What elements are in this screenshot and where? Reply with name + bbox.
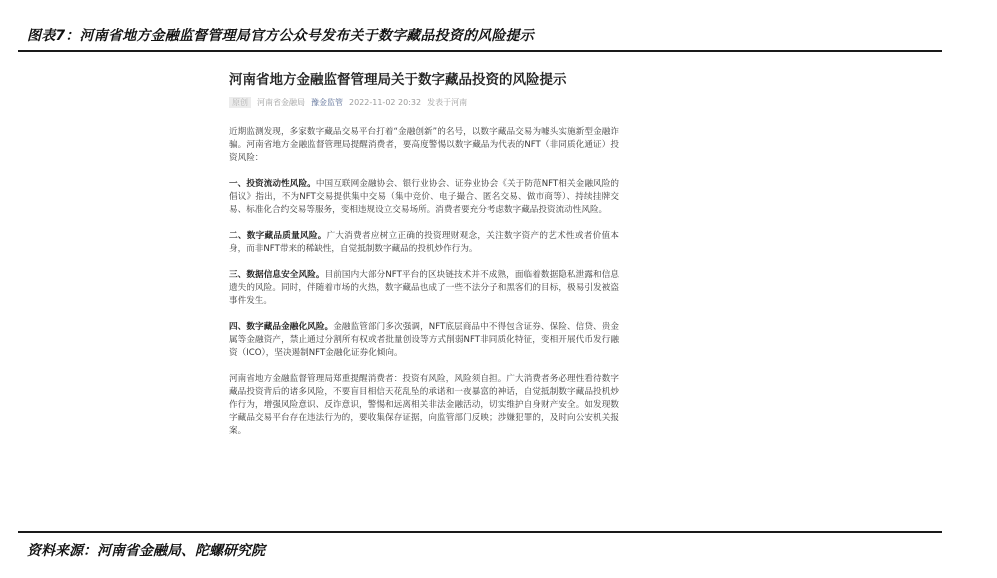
paragraph-text: 近期监测发现，多家数字藏品交易平台打着“金融创新”的名号，以数字藏品交易为噱头实施新型金融诈骗。河南省地方金融监督管理局提醒消费者，要高度警惕以数字藏品为代表的NFT（非同质化通证）投资风险： (229, 127, 619, 163)
paragraph-risk-2 (229, 230, 619, 256)
source-note: 资料来源：河南省金融局、陀螺研究院 (27, 543, 265, 559)
paragraph-lead: 三、数据信息安全风险。 (229, 270, 325, 280)
original-tag: 原创 (229, 97, 251, 108)
paragraph-text: 广大消费者应树立正确的投资理财观念，关注数字资产的艺术性或者价值本身，而非NFT带来的稀缺性，自觉抵制数字藏品的投机炒作行为。 (229, 231, 619, 254)
paragraph-lead: 四、数字藏品金融化风险。 (229, 322, 334, 332)
paragraph-risk-4 (229, 321, 619, 360)
paragraph-conclusion (229, 373, 619, 438)
paragraph-text: 金融监管部门多次强调，NFT底层商品中不得包含证券、保险、信贷、贵金属等金融资产，禁止通过分割所有权或者批量创设等方式削弱NFT非同质化特征，变相开展代币发行融资（ICO），坚决遏制NFT金融化证券化倾向。 (229, 322, 619, 358)
paragraph-text: 中国互联网金融协会、银行业协会、证券业协会《关于防范NFT相关金融风险的倡议》指出，不为NFT交易提供集中交易（集中竞价、电子撮合、匿名交易、做市商等）、持续挂牌交易、标准化合约交易等服务，变相违规设立交易场所。消费者要充分考虑数字藏品投资流动性风险。 (229, 179, 619, 215)
article-title: 河南省地方金融监督管理局关于数字藏品投资的风险提示 (229, 72, 567, 88)
publish-datetime: 2022-11-02 20:32 (349, 98, 422, 107)
publish-location: 发表于河南 (427, 98, 468, 107)
paragraph-text: 目前国内大部分NFT平台的区块链技术并不成熟，面临着数据隐私泄露和信息遗失的风险。同时，伴随着市场的火热，数字藏品也成了一些不法分子和黑客们的目标，极易引发被盗事件发生。 (229, 270, 619, 306)
meta-org: 河南省金融局 (257, 98, 305, 107)
paragraph-text: 河南省地方金融监督管理局郑重提醒消费者：投资有风险，风险须自担。广大消费者务必理性看待数字藏品投资背后的诸多风险，不要盲目相信天花乱坠的承诺和一夜暴富的神话，自觉抵制数字藏品投机炒作行为，增强风险意识、反诈意识，警惕和远离相关非法金融活动，切实维护自身财产安全。如发现数字藏品交易平台存在违法行为的，要收集保存证据，向监管部门反映；涉嫌犯罪的，及时向公安机关报案。 (229, 374, 619, 436)
paragraph-risk-3 (229, 269, 619, 308)
article-screenshot (229, 70, 619, 451)
account-link[interactable]: 豫金监管 (311, 98, 343, 107)
top-rule (18, 50, 942, 52)
bottom-rule (18, 531, 942, 533)
paragraph-lead: 一、投资流动性风险。 (229, 179, 316, 189)
figure-caption: 图表7：河南省地方金融监督管理局官方公众号发布关于数字藏品投资的风险提示 (27, 28, 534, 44)
article-meta (229, 97, 619, 108)
paragraph-intro (229, 126, 619, 165)
article-body (229, 126, 619, 438)
paragraph-risk-1 (229, 178, 619, 217)
paragraph-lead: 二、数字藏品质量风险。 (229, 231, 327, 241)
